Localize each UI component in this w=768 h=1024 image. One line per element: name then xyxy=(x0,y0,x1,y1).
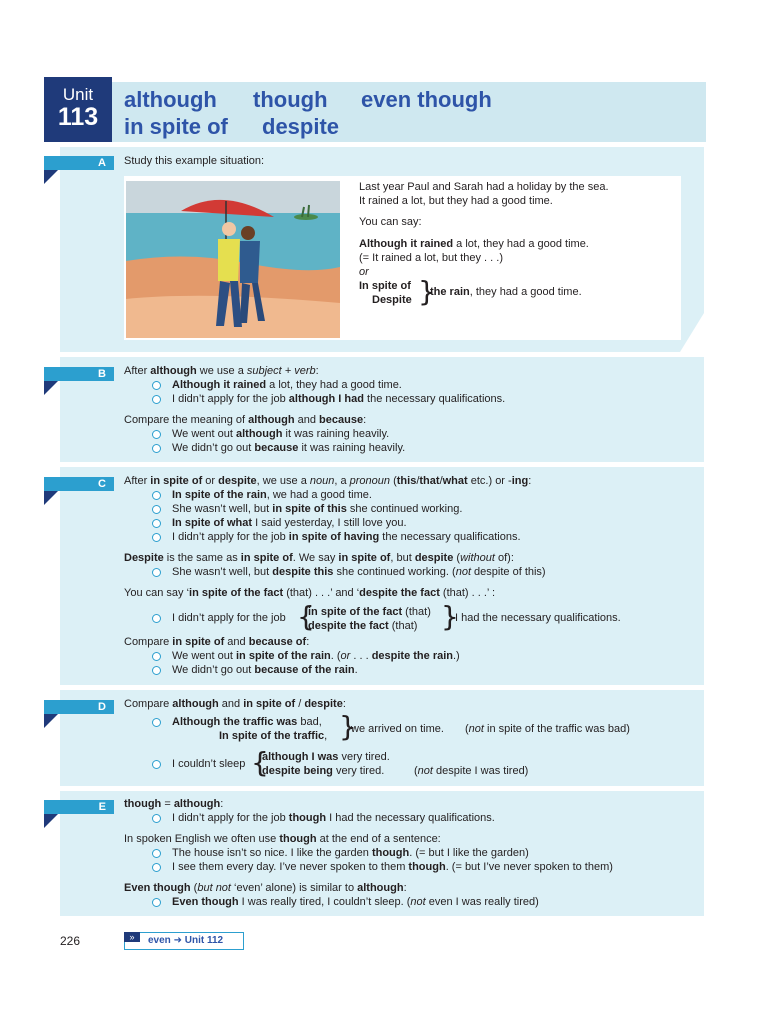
e-e4-b: Even though xyxy=(172,896,239,908)
bullet xyxy=(152,814,161,823)
e-sp-c: at the end of a sentence: xyxy=(316,833,441,845)
c-you-can-say xyxy=(124,586,495,600)
c-e7-a: We went out xyxy=(172,650,236,662)
bullet xyxy=(152,849,161,858)
d-intro-d: in spite of xyxy=(243,698,296,710)
c-e7-c: . ( xyxy=(330,650,341,662)
c-despite-same xyxy=(124,551,514,565)
e-ev-d: ‘even’ alone) is similar to xyxy=(230,882,358,894)
c-intro-f: noun xyxy=(309,475,335,487)
e-e3-c: . (= but I’ve never spoken to them) xyxy=(445,861,613,873)
d-e2-e: not xyxy=(417,765,433,777)
c-e2-a: She wasn’t well, but xyxy=(172,503,273,515)
page-number: 226 xyxy=(60,934,81,948)
c-e3-r: I said yesterday, I still love you. xyxy=(252,517,407,529)
unit-number: 113 xyxy=(57,103,99,131)
a-line-7-rest: , they had a good time. xyxy=(469,286,582,298)
c-cmp-e: : xyxy=(306,636,310,648)
e-l1-a: though xyxy=(124,798,162,810)
section-d-tab: D xyxy=(44,700,114,714)
e-ev-a: Even though xyxy=(124,882,191,894)
bullet xyxy=(152,614,161,623)
c-e5-c: she continued working. ( xyxy=(333,566,456,578)
bullet xyxy=(152,444,161,453)
d-e2-b1: although I was xyxy=(262,751,339,763)
a-line-7-bold: the rain xyxy=(430,286,470,298)
b-e1-rest: a lot, they had a good time. xyxy=(266,379,402,391)
c-example-8 xyxy=(172,663,358,677)
c-e8-a: We didn’t go out xyxy=(172,664,255,676)
bullet xyxy=(152,666,161,675)
e-e2-b: though xyxy=(371,847,410,859)
a-brace: } xyxy=(418,275,436,308)
section-a-tab: A xyxy=(44,156,114,170)
c-e1-r: , we had a good time. xyxy=(266,489,372,501)
a-line-4-rest: a lot, they had a good time. xyxy=(453,238,589,250)
b-e3-a: We went out xyxy=(172,428,236,440)
e-e1-b: though xyxy=(288,812,327,824)
c-e6-brace-left: { xyxy=(297,600,315,633)
e-l1-d: : xyxy=(220,798,224,810)
ref-arrow-icon: ➜ xyxy=(173,935,182,946)
c-e8-b: because of the rain xyxy=(254,664,355,676)
c-same-b: is the same as xyxy=(163,552,241,564)
a-line-6: or xyxy=(359,266,369,278)
c-same-j: of): xyxy=(494,552,514,564)
c-same-f: , but xyxy=(390,552,415,564)
c-example-4 xyxy=(172,530,521,544)
unit-badge xyxy=(44,77,112,142)
b-compare xyxy=(124,413,366,427)
c-say-e: (that) . . .’ : xyxy=(439,587,496,599)
c-same-c: in spite of xyxy=(240,552,293,564)
e-spoken xyxy=(124,832,441,846)
couple-umbrella-illustration xyxy=(126,181,340,338)
title-word-even-though: even though xyxy=(361,87,492,112)
b-example-4 xyxy=(172,441,405,455)
c-e7-e: . . . xyxy=(350,650,372,662)
e-e4-e: even I was really tired) xyxy=(425,896,539,908)
bullet xyxy=(152,718,161,727)
b-intro-a: After xyxy=(124,365,151,377)
d-e1-line-2 xyxy=(219,729,327,743)
e-ev-e: although xyxy=(357,882,404,894)
title-word-though: though xyxy=(253,87,328,112)
b-example-3 xyxy=(172,427,389,441)
a-line-7a: In spite of xyxy=(359,280,411,292)
c-same-i: without xyxy=(460,552,495,564)
c-intro-h: pronoun xyxy=(349,475,391,487)
d-e1-note xyxy=(465,722,630,736)
e-line-1 xyxy=(124,797,223,811)
c-e6-c: I had the necessary qualifications. xyxy=(455,612,621,624)
cross-reference-text[interactable] xyxy=(148,934,223,948)
c-intro-j: this xyxy=(396,475,417,487)
bullet xyxy=(152,519,161,528)
d-e2-line-2 xyxy=(262,764,384,778)
section-e-tab: E xyxy=(44,800,114,814)
b-e1-bold: Although it rained xyxy=(172,379,267,391)
b-e3-b: although xyxy=(236,428,283,440)
c-intro-k: / xyxy=(416,475,420,487)
b-intro-c: we use a xyxy=(196,365,247,377)
bullet xyxy=(152,381,161,390)
d-e2-line-1 xyxy=(262,750,390,764)
b-intro-e: : xyxy=(315,365,319,377)
d-e1-f: in spite of the traffic was bad) xyxy=(483,723,630,735)
b-e4-a: We didn’t go out xyxy=(172,442,255,454)
c-e2-c: she continued working. xyxy=(346,503,463,515)
b-intro xyxy=(124,364,319,378)
section-a-tab-tail xyxy=(44,170,58,184)
c-same-g: despite xyxy=(414,552,454,564)
bullet xyxy=(152,652,161,661)
c-intro-b: in spite of xyxy=(150,475,203,487)
section-b-tab: B xyxy=(44,367,114,381)
d-intro xyxy=(124,697,346,711)
c-e6-a: I didn’t apply for the job xyxy=(172,612,286,624)
d-e2-note xyxy=(414,764,528,778)
e-example-1 xyxy=(172,811,495,825)
c-same-h: ( xyxy=(453,552,461,564)
c-say-b: in spite of the fact xyxy=(189,587,284,599)
b-intro-b: although xyxy=(150,365,197,377)
c-compare xyxy=(124,635,309,649)
d-e2-f: despite I was tired) xyxy=(432,765,529,777)
c-intro-d: despite xyxy=(218,475,257,487)
e-e1-a: I didn’t apply for the job xyxy=(172,812,289,824)
a-line-3: You can say: xyxy=(359,216,422,228)
d-intro-a: Compare xyxy=(124,698,173,710)
e-ev-c: but not xyxy=(197,882,231,894)
c-intro-l: that xyxy=(419,475,440,487)
d-e1-r1: bad, xyxy=(297,716,322,728)
title-word-in-spite-of: in spite of xyxy=(124,114,228,139)
d-e2-b2: despite being xyxy=(262,765,333,777)
d-e2-a: I couldn’t sleep xyxy=(172,758,246,770)
c-intro-e: , we use a xyxy=(256,475,310,487)
e-l1-b: = xyxy=(161,798,174,810)
section-c-tab-tail xyxy=(44,491,58,505)
c-intro-a: After xyxy=(124,475,151,487)
d-intro-b: although xyxy=(172,698,219,710)
b-cmp-a: Compare the meaning of xyxy=(124,414,249,426)
c-say-a: You can say ‘ xyxy=(124,587,190,599)
c-intro-c: or xyxy=(202,475,219,487)
c-e1-b: In spite of the rain xyxy=(172,489,267,501)
d-intro-f: despite xyxy=(304,698,343,710)
c-e7-g: .) xyxy=(453,650,460,662)
bullet xyxy=(152,395,161,404)
e-example-4 xyxy=(172,895,539,909)
d-e1-c: we arrived on time. xyxy=(351,723,444,735)
section-e-tab-tail xyxy=(44,814,58,828)
c-example-1 xyxy=(172,488,372,502)
ref-unit: Unit 112 xyxy=(184,935,224,946)
bullet xyxy=(152,898,161,907)
d-e1-brace: } xyxy=(339,710,357,743)
d-e1-b1: Although the traffic was xyxy=(172,716,298,728)
e-e2-c: . (= but I like the garden) xyxy=(409,847,529,859)
bullet xyxy=(152,863,161,872)
c-e5-e: despite of this) xyxy=(471,566,546,578)
c-intro-n: what xyxy=(442,475,468,487)
c-e7-d: or xyxy=(340,650,351,662)
d-e2-brace: { xyxy=(251,746,269,779)
bullet xyxy=(152,430,161,439)
c-cmp-c: and xyxy=(224,636,249,648)
c-cmp-a: Compare xyxy=(124,636,173,648)
e-ev-b: ( xyxy=(190,882,198,894)
c-intro-i: ( xyxy=(390,475,397,487)
ref-word: even xyxy=(148,935,171,946)
e-ev-f: : xyxy=(403,882,407,894)
e-example-2 xyxy=(172,846,529,860)
c-e6-b1r: (that) xyxy=(402,606,431,618)
a-line-5: (= It rained a lot, but they . . .) xyxy=(359,252,503,264)
b-cmp-e: : xyxy=(363,414,367,426)
c-example-7 xyxy=(172,649,460,663)
d-e1-b2: In spite of the traffic xyxy=(219,730,325,742)
b-intro-d: subject + verb xyxy=(246,365,316,377)
d-intro-e: / xyxy=(295,698,305,710)
section-a-intro: Study this example situation: xyxy=(124,155,265,167)
e-even-though xyxy=(124,881,407,895)
e-example-3 xyxy=(172,860,613,874)
e-e1-c: I had the necessary qualifications. xyxy=(326,812,495,824)
c-e6-option-1 xyxy=(308,605,431,619)
b-e2-a: I didn’t apply for the job xyxy=(172,393,289,405)
d-e1-r2: , xyxy=(324,730,328,742)
c-example-5 xyxy=(172,565,546,579)
cross-reference-arrow-icon: » xyxy=(124,932,140,942)
b-example-2 xyxy=(172,392,505,406)
d-e2-r1: very tired. xyxy=(338,751,390,763)
c-say-c: (that) . . .’ and ‘ xyxy=(283,587,360,599)
a-line-7b: Despite xyxy=(372,294,412,306)
c-e5-a: She wasn’t well, but xyxy=(172,566,273,578)
section-a-corner xyxy=(680,313,704,352)
c-same-a: Despite xyxy=(124,552,164,564)
c-e6-brace-right: } xyxy=(441,600,459,633)
c-say-d: despite the fact xyxy=(359,587,440,599)
bullet xyxy=(152,760,161,769)
section-d-tab-tail xyxy=(44,714,58,728)
c-same-d: . We say xyxy=(292,552,339,564)
e-e3-b: though xyxy=(408,861,446,873)
b-example-1 xyxy=(172,378,402,392)
a-line-7 xyxy=(430,285,582,299)
a-line-4 xyxy=(359,237,589,251)
c-e4-c: the necessary qualifications. xyxy=(379,531,521,543)
c-e3-b: In spite of what xyxy=(172,517,253,529)
c-e6-b2r: (that) xyxy=(388,620,418,632)
d-intro-c: and xyxy=(218,698,244,710)
c-intro-o: etc.) or - xyxy=(467,475,512,487)
c-cmp-d: because of xyxy=(248,636,307,648)
c-e6-b2: despite the fact xyxy=(308,620,389,632)
e-sp-b: though xyxy=(279,833,317,845)
c-e4-a: I didn’t apply for the job xyxy=(172,531,289,543)
c-e5-b: despite this xyxy=(272,566,334,578)
unit-label: Unit xyxy=(62,85,94,104)
b-cmp-c: and xyxy=(294,414,320,426)
a-line-2: It rained a lot, but they had a good time. xyxy=(359,195,553,207)
c-intro-g: , a xyxy=(334,475,350,487)
title-word-despite: despite xyxy=(262,114,340,139)
section-b-tab-tail xyxy=(44,381,58,395)
e-sp-a: In spoken English we often use xyxy=(124,833,280,845)
b-e4-c: it was raining heavily. xyxy=(298,442,406,454)
b-cmp-d: because xyxy=(319,414,364,426)
c-intro-q: : xyxy=(528,475,532,487)
d-e1-line-1 xyxy=(172,715,322,729)
c-e8-c: . xyxy=(354,664,358,676)
e-e2-a: The house isn’t so nice. I like the garden xyxy=(172,847,372,859)
section-c-tab: C xyxy=(44,477,114,491)
d-e2-d: ( xyxy=(414,765,418,777)
c-cmp-b: in spite of xyxy=(172,636,225,648)
e-e4-r: I was really tired, I couldn’t sleep. ( xyxy=(238,896,411,908)
b-e2-b: although I had xyxy=(288,393,364,405)
c-e6-b1: in spite of the fact xyxy=(308,606,403,618)
bullet xyxy=(152,505,161,514)
d-e1-d: ( xyxy=(465,723,469,735)
c-example-3 xyxy=(172,516,407,530)
c-intro xyxy=(124,474,531,488)
c-same-e: in spite of xyxy=(338,552,391,564)
b-e3-c: it was raining heavily. xyxy=(282,428,390,440)
c-e5-d: not xyxy=(455,566,471,578)
e-l1-c: although xyxy=(173,798,221,810)
bullet xyxy=(152,491,161,500)
title-word-although: although xyxy=(124,87,217,112)
b-e4-b: because xyxy=(254,442,299,454)
c-intro-m: / xyxy=(439,475,443,487)
c-intro-p: ing xyxy=(511,475,529,487)
d-intro-g: : xyxy=(342,698,346,710)
c-e2-b: in spite of this xyxy=(272,503,347,515)
a-line-1: Last year Paul and Sarah had a holiday by the sea. xyxy=(359,181,609,193)
bullet xyxy=(152,568,161,577)
b-e2-c: the necessary qualifications. xyxy=(363,393,506,405)
c-example-2 xyxy=(172,502,462,516)
c-e7-b: in spite of the rain xyxy=(236,650,331,662)
a-line-4-bold: Although it rained xyxy=(359,238,454,250)
bullet xyxy=(152,533,161,542)
c-e4-b: in spite of having xyxy=(288,531,380,543)
b-cmp-b: although xyxy=(248,414,295,426)
d-e2-r2: very tired. xyxy=(332,765,385,777)
c-e6-option-2 xyxy=(308,619,417,633)
c-e7-f: despite the rain xyxy=(371,650,453,662)
e-e3-a: I see them every day. I’ve never spoken to them xyxy=(172,861,409,873)
e-e4-n: not xyxy=(410,896,426,908)
d-e1-e: not xyxy=(468,723,484,735)
